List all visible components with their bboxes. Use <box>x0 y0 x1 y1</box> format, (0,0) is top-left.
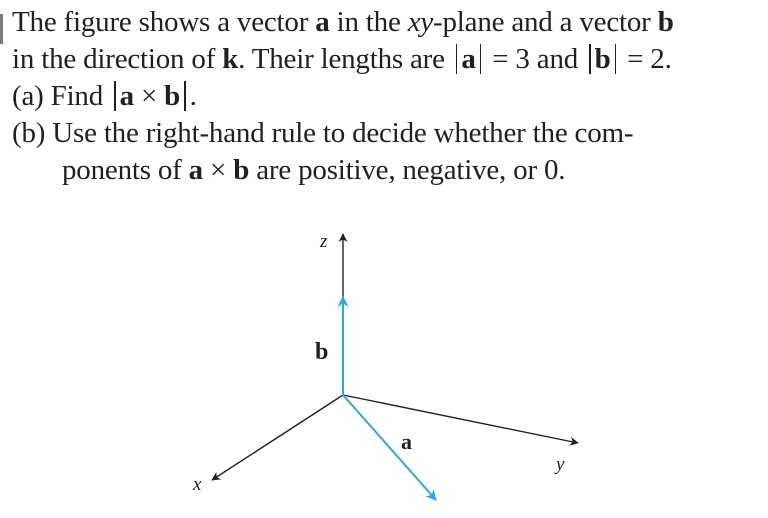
vector-a-symbol: a <box>461 43 476 75</box>
text-segment: = 3 and <box>485 43 586 75</box>
vector-b-label: b <box>315 339 329 365</box>
vector-a-symbol: a <box>119 80 134 112</box>
vector-a-symbol: a <box>188 154 203 186</box>
text-segment: ponents of <box>62 154 189 186</box>
text-segment: in the <box>329 6 408 38</box>
text-segment: = 2. <box>620 43 672 75</box>
text-segment: are positive, negative, or 0. <box>249 154 566 186</box>
vector-b-symbol: b <box>233 154 250 186</box>
cross-product-symbol: × <box>133 80 165 112</box>
vector-b-symbol: b <box>657 6 674 38</box>
z-axis-label: z <box>320 231 328 252</box>
xy-plane-symbol: xy <box>407 6 434 38</box>
cross-product-symbol: × <box>202 154 234 186</box>
text-segment: . Their lengths are <box>238 43 452 75</box>
unit-vector-k-symbol: k <box>222 43 239 75</box>
x-axis-label: x <box>193 474 202 495</box>
text-segment: (b) Use the right-hand rule to decide whether the com- <box>12 117 634 149</box>
text-segment: The figure shows a vector <box>12 6 316 38</box>
text-segment: . <box>189 80 197 112</box>
vector-b-symbol: b <box>164 80 181 112</box>
y-axis-label: y <box>556 454 565 475</box>
vector-a-label: a <box>401 429 412 454</box>
x-axis <box>212 395 343 480</box>
text-segment: (a) Find <box>12 80 111 112</box>
text-segment: -plane and a vector <box>433 6 658 38</box>
vector-b-symbol: b <box>594 43 611 75</box>
text-segment: in the direction of <box>12 43 223 75</box>
vector-a-symbol: a <box>315 6 330 38</box>
